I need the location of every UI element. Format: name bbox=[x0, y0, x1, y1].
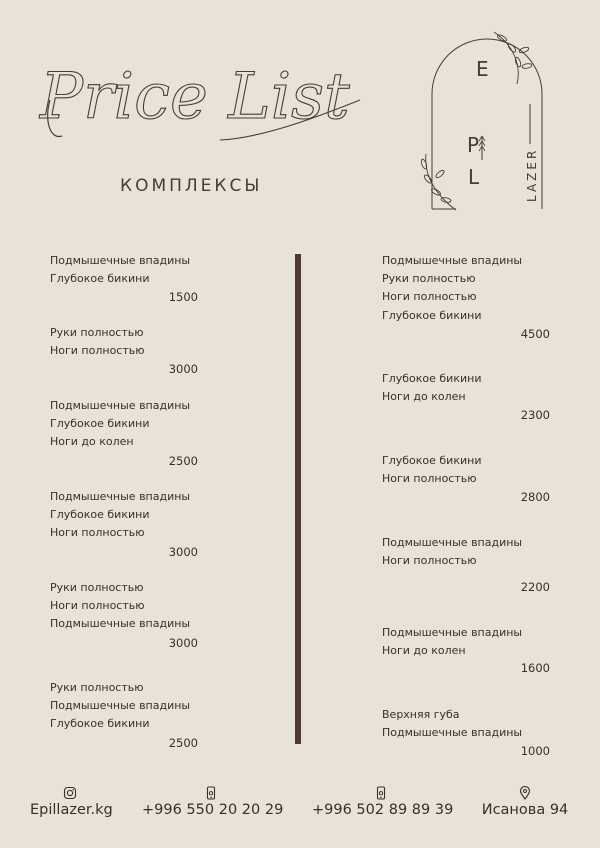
package-item: Подмышечные впадины bbox=[382, 536, 523, 549]
phone-number-2: +996 502 89 89 39 bbox=[312, 802, 454, 818]
package-card bbox=[382, 452, 562, 506]
package-item: Глубокое бикини bbox=[382, 372, 482, 385]
logo-letter-p: P bbox=[467, 133, 480, 157]
package-card bbox=[382, 370, 562, 424]
address-text: Исанова 94 bbox=[481, 802, 569, 818]
section-subtitle: КОМПЛЕКСЫ bbox=[120, 176, 263, 196]
package-price: 1500 bbox=[168, 290, 198, 305]
package-price: 1000 bbox=[520, 744, 550, 759]
phone-number-1: +996 550 20 20 29 bbox=[142, 802, 284, 818]
package-item: Подмышечные впадины bbox=[382, 726, 523, 740]
package-card bbox=[382, 706, 562, 760]
package-item: Подмышечные впадины bbox=[50, 399, 191, 412]
phone-icon bbox=[204, 786, 218, 800]
phone-icon bbox=[374, 786, 388, 800]
brand-logo bbox=[412, 24, 562, 224]
package-card bbox=[50, 679, 210, 752]
package-item: Верхняя губа bbox=[382, 708, 460, 721]
package-item: Ноги до колен bbox=[382, 644, 466, 658]
page-title-lettering bbox=[40, 40, 370, 150]
package-item: Руки полностью bbox=[50, 326, 144, 339]
package-item: Ноги до колен bbox=[50, 435, 134, 449]
package-item: Глубокое бикини bbox=[50, 508, 150, 522]
package-item: Ноги до колен bbox=[382, 390, 466, 404]
package-price: 2800 bbox=[520, 490, 550, 505]
column-divider bbox=[295, 254, 301, 744]
package-item: Ноги полностью bbox=[382, 472, 477, 486]
package-item: Подмышечные впадины bbox=[50, 254, 191, 267]
package-price: 1600 bbox=[520, 661, 550, 676]
footer-instagram[interactable] bbox=[30, 786, 113, 818]
package-item: Глубокое бикини bbox=[50, 717, 150, 731]
logo-letter-e: E bbox=[476, 57, 489, 81]
logo-letter-l: L bbox=[468, 165, 480, 189]
package-price: 3000 bbox=[168, 544, 198, 559]
package-item: Ноги полностью bbox=[50, 526, 145, 540]
package-price: 3000 bbox=[168, 635, 198, 650]
location-pin-icon bbox=[518, 786, 532, 800]
package-item: Подмышечные впадины bbox=[50, 699, 191, 713]
package-price: 3000 bbox=[168, 362, 198, 377]
package-item: Подмышечные впадины bbox=[50, 490, 191, 503]
package-card bbox=[382, 252, 562, 343]
package-card bbox=[382, 624, 562, 677]
package-price: 4500 bbox=[520, 326, 550, 341]
package-item: Глубокое бикини bbox=[50, 272, 150, 286]
package-item: Ноги полностью bbox=[50, 599, 145, 613]
package-price: 2500 bbox=[168, 735, 198, 750]
leaf-branch-icon bbox=[494, 32, 532, 84]
package-card bbox=[382, 534, 562, 596]
package-item: Глубокое бикини bbox=[382, 308, 482, 322]
package-card bbox=[50, 252, 210, 306]
page-title-text: Price List bbox=[40, 60, 350, 134]
footer-phone-1[interactable] bbox=[142, 786, 284, 818]
instagram-handle: Epillazer.kg bbox=[30, 802, 113, 818]
package-item: Подмышечные впадины bbox=[382, 626, 523, 639]
footer-phone-2[interactable] bbox=[312, 786, 454, 818]
logo-side-text: LAZER bbox=[525, 147, 539, 202]
page-title bbox=[40, 40, 370, 150]
package-item: Подмышечные впадины bbox=[50, 617, 191, 631]
package-item: Ноги полностью bbox=[50, 344, 145, 358]
package-item: Глубокое бикини bbox=[382, 454, 482, 467]
package-item: Ноги полностью bbox=[382, 290, 477, 304]
package-card bbox=[50, 579, 210, 652]
package-price: 2200 bbox=[520, 580, 550, 595]
package-item: Подмышечные впадины bbox=[382, 254, 523, 267]
footer-address[interactable] bbox=[480, 786, 570, 818]
package-card bbox=[50, 397, 210, 470]
package-card bbox=[50, 488, 210, 561]
package-price: 2300 bbox=[520, 408, 550, 423]
instagram-icon bbox=[63, 786, 77, 800]
leaf-branch-icon bbox=[420, 154, 456, 210]
package-item: Руки полностью bbox=[50, 581, 144, 594]
package-item: Ноги полностью bbox=[382, 554, 477, 568]
package-card bbox=[50, 324, 210, 378]
package-price: 2500 bbox=[168, 453, 198, 468]
package-item: Глубокое бикини bbox=[50, 417, 150, 431]
package-item: Руки полностью bbox=[382, 272, 476, 286]
package-item: Руки полностью bbox=[50, 681, 144, 694]
